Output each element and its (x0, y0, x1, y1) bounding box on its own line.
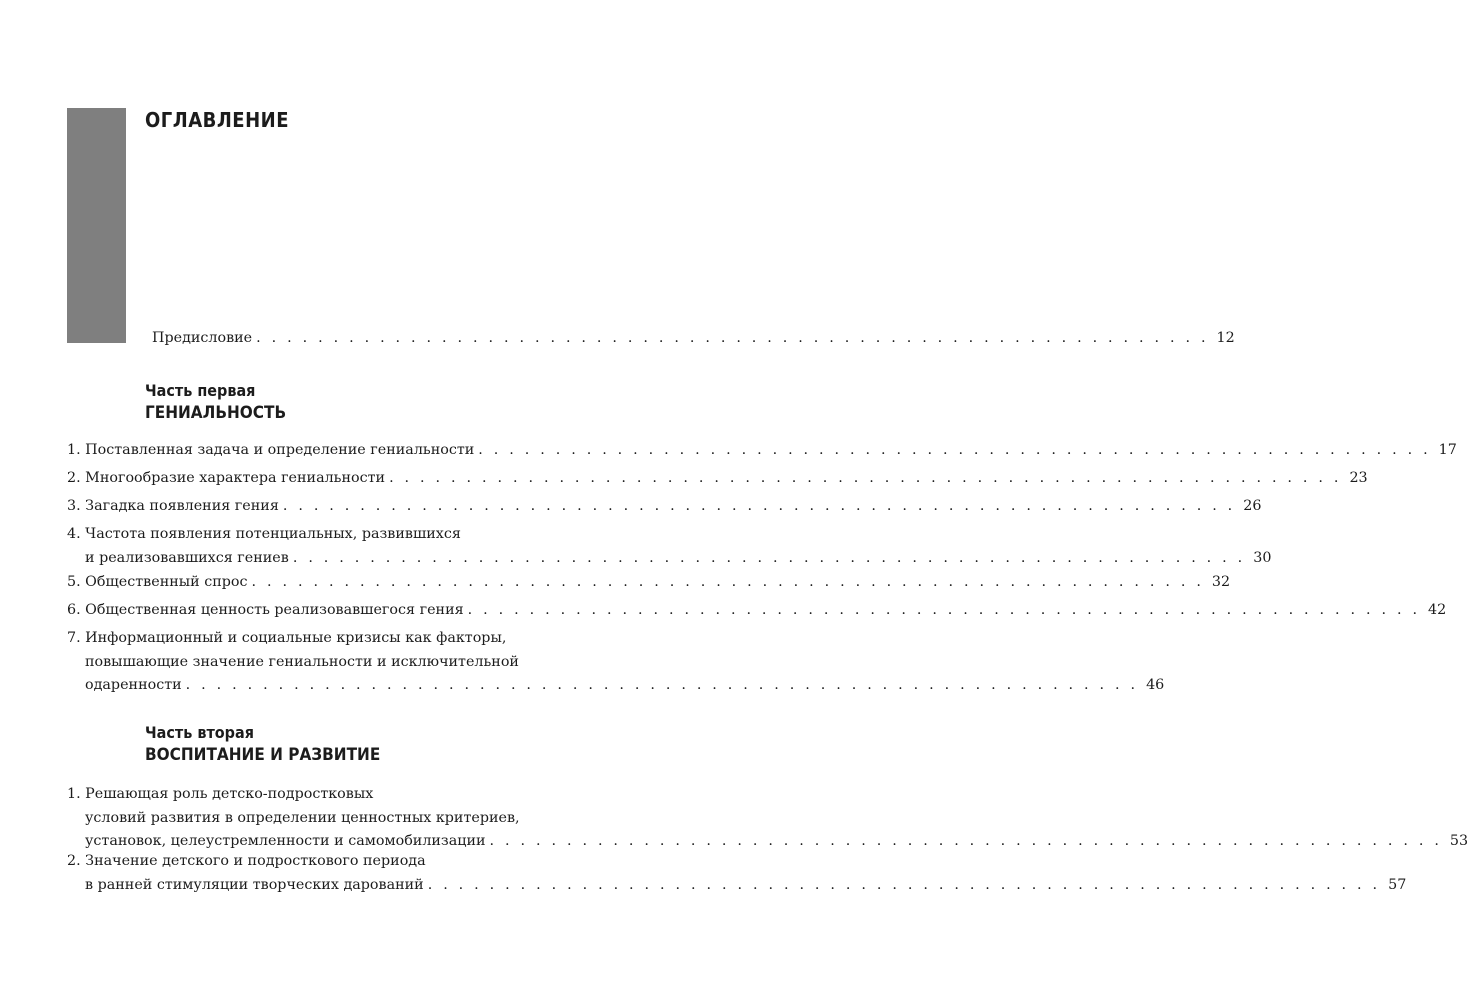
leader-dots: . . . . . . . . . . . . . . . . . . . . . . . . . . . . . . . . . . . . . . . . . . . . . . . . . . . . . . . . . . . . . . (256, 330, 1209, 346)
toc-entry[interactable] (67, 467, 1368, 491)
entry-text: 6. Общественная ценность реализовавшегося гения (67, 602, 464, 618)
leader-dots: . . . . . . . . . . . . . . . . . . . . . . . . . . . . . . . . . . . . . . . . . . . . . . . . . . . . . . . . . . . . . . (489, 833, 1443, 849)
page-number: 32 (1211, 574, 1231, 590)
part-title: ВОСПИТАНИЕ И РАЗВИТИЕ (145, 745, 381, 765)
page-number: 26 (1243, 498, 1262, 514)
entry-text: установок, целеустремленности и самомобилизации (85, 833, 486, 849)
leader-dots: . . . . . . . . . . . . . . . . . . . . . . . . . . . . . . . . . . . . . . . . . . . . . . . . . . . . . . . . . . . . . . (427, 876, 1381, 893)
leader-dots: . . . . . . . . . . . . . . . . . . . . . . . . . . . . . . . . . . . . . . . . . . . . . . . . . . . . . . . . . . . . . . (251, 574, 1205, 590)
entry-text: 2. Значение детского и подросткового периода (67, 853, 426, 869)
page-number: 46 (1146, 677, 1165, 693)
part-label: Часть вторая (145, 723, 254, 742)
part-heading-1 (145, 380, 286, 424)
page-number: 57 (1388, 876, 1407, 893)
entry-text: 7. Информационный и социальные кризисы как факторы, (67, 630, 507, 646)
entry-text: повышающие значение гениальности и исключительной (85, 653, 519, 670)
toc-entry[interactable] (67, 495, 1262, 519)
leader-dots: . . . . . . . . . . . . . . . . . . . . . . . . . . . . . . . . . . . . . . . . . . . . . . . . . . . . . . . . . . . . . . (185, 677, 1139, 693)
page-number: 17 (1438, 442, 1457, 458)
toc-entry[interactable] (67, 599, 1447, 623)
entry-text: 3. Загадка появления гения (67, 498, 279, 514)
entry-text: 5. Общественный спрос (67, 574, 248, 590)
entry-text: 1. Решающая роль детско-подростковых (67, 786, 374, 802)
part-title: ГЕНИАЛЬНОСТЬ (145, 403, 287, 423)
page-number: 30 (1253, 549, 1272, 566)
part-heading-2 (145, 722, 380, 766)
part-label: Часть первая (145, 381, 256, 400)
toc-entry[interactable] (67, 783, 1468, 854)
entry-text: 1. Поставленная задача и определение гениальности (67, 442, 475, 458)
leader-dots: . . . . . . . . . . . . . . . . . . . . . . . . . . . . . . . . . . . . . . . . . . . . . . . . . . . . . . . . . . . . . . (292, 549, 1246, 566)
entry-label: Предисловие (152, 330, 253, 346)
entry-text: 2. Многообразие характера гениальности (67, 470, 386, 486)
toc-entry[interactable] (67, 850, 1407, 897)
leader-dots: . . . . . . . . . . . . . . . . . . . . . . . . . . . . . . . . . . . . . . . . . . . . . . . . . . . . . . . . . . . . . . (389, 470, 1342, 486)
decorative-gray-block (67, 108, 126, 343)
page-title: ОГЛАВЛЕНИЕ (145, 108, 289, 132)
entry-text: условий развития в определении ценностных критериев, (85, 809, 520, 826)
page-number: 23 (1349, 470, 1368, 486)
entry-text: одаренности (85, 677, 182, 693)
leader-dots: . . . . . . . . . . . . . . . . . . . . . . . . . . . . . . . . . . . . . . . . . . . . . . . . . . . . . . . . . . . . . . (282, 498, 1236, 514)
page-number: 42 (1428, 602, 1447, 618)
toc-entry[interactable] (67, 523, 1272, 570)
toc-entry[interactable] (67, 571, 1231, 595)
page-number: 53 (1449, 833, 1468, 849)
entry-text: в ранней стимуляции творческих дарований (85, 876, 424, 893)
entry-text: и реализовавшихся гениев (85, 549, 289, 566)
entry-text: 4. Частота появления потенциальных, развившихся (67, 526, 461, 542)
page-number: 12 (1216, 330, 1235, 346)
toc-entry[interactable] (67, 439, 1457, 463)
leader-dots: . . . . . . . . . . . . . . . . . . . . . . . . . . . . . . . . . . . . . . . . . . . . . . . . . . . . . . . . . . . . . . (467, 602, 1421, 618)
leader-dots: . . . . . . . . . . . . . . . . . . . . . . . . . . . . . . . . . . . . . . . . . . . . . . . . . . . . . . . . . . . . . . (478, 442, 1431, 458)
toc-entry[interactable] (67, 627, 1165, 698)
toc-entry-preface[interactable] (152, 327, 1235, 351)
